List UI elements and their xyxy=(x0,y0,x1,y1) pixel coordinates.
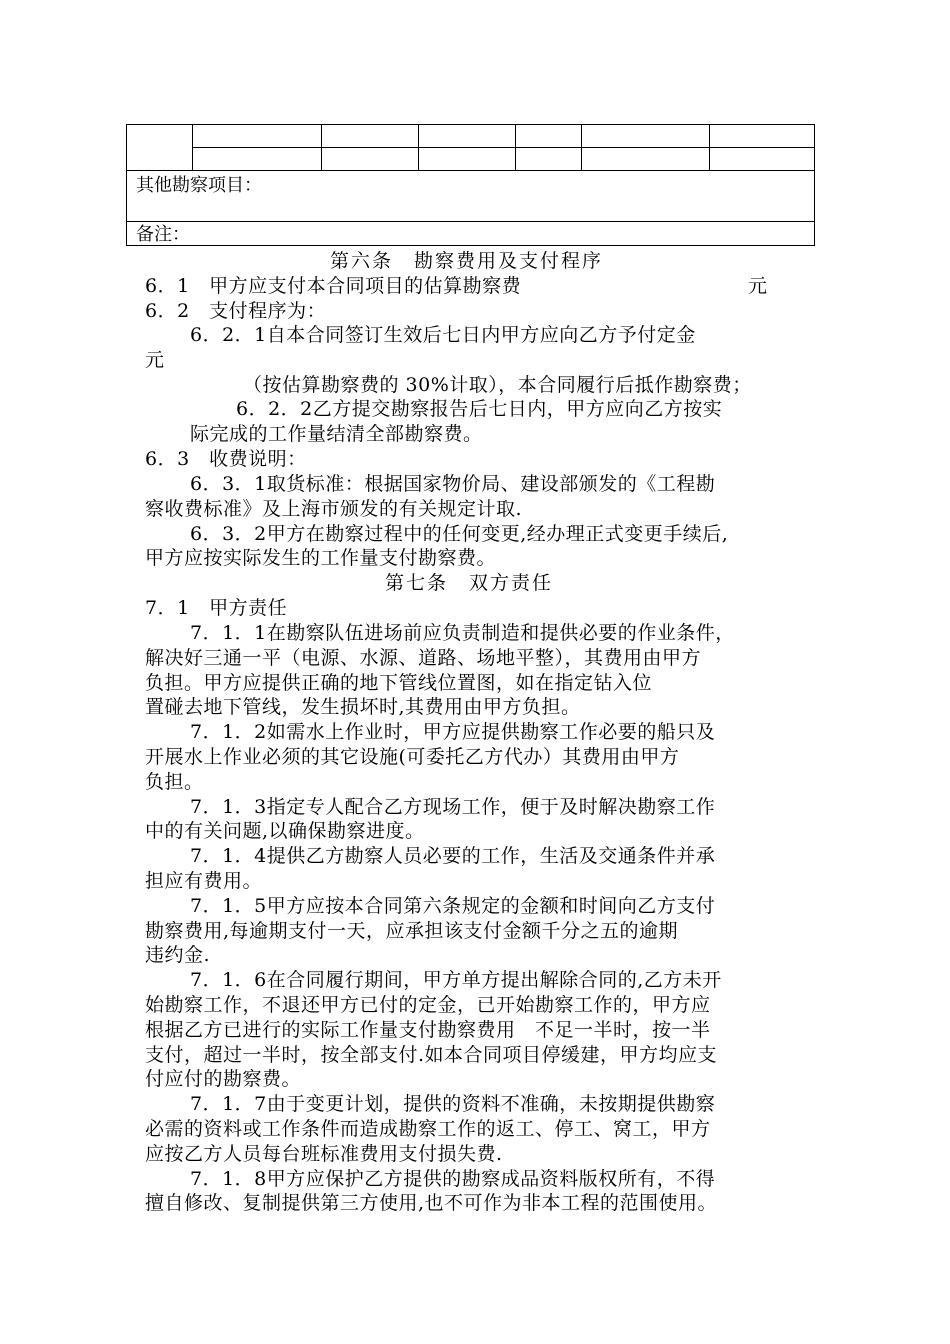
clause-7-1: 7．1 甲方责任 xyxy=(145,597,288,619)
clause-7-1-4-line: 7．1．4提供乙方勘察人员必要的工作，生活及交通条件并承 xyxy=(190,845,716,867)
table-column-divider xyxy=(515,125,516,170)
clause-6-3-2-line2: 甲方应按实际发生的工作量支付勘察费。 xyxy=(145,547,497,569)
survey-items-table xyxy=(126,124,815,246)
clause-7-1-2-line: 7．1．2如需水上作业时，甲方应提供勘察工作必要的船只及 xyxy=(190,721,716,743)
remarks-label: 备注： xyxy=(136,224,190,245)
clause-7-1-4-line: 担应有费用。 xyxy=(145,870,263,892)
article7-title: 第七条 双方责任 xyxy=(385,572,554,594)
clause-7-1-7-line: 必需的资料或工作条件而造成勘察工作的返工、停工、窝工，甲方 xyxy=(145,1118,711,1140)
clause-6-2-1-line2: 元 xyxy=(145,349,165,371)
clause-7-1-3-line: 7．1．3指定专人配合乙方现场工作，便于及时解决勘察工作 xyxy=(190,796,716,818)
table-column-divider xyxy=(321,125,322,170)
clause-6-2-2-line1: 6．2．2乙方提交勘察报告后七日内，甲方应向乙方按实 xyxy=(236,398,723,420)
clause-7-1-5-line: 7．1．5甲方应按本合同第六条规定的金额和时间向乙方支付 xyxy=(190,895,716,917)
clause-7-1-5-line: 违约金. xyxy=(145,944,211,966)
table-row-divider xyxy=(193,147,815,148)
clause-7-1-1-line: 7．1．1在勘察队伍进场前应负责制造和提供必要的作业条件， xyxy=(190,622,735,644)
clause-7-1-6-line: 根据乙方已进行的实际工作量支付勘察费用 不足一半时，按一半 xyxy=(145,1019,711,1041)
clause-7-1-1-line: 解决好三通一平（电源、水源、道路、场地平整），其费用由甲方 xyxy=(145,647,702,669)
clause-7-1-6-line: 始勘察工作，不退还甲方已付的定金，已开始勘察工作的，甲方应 xyxy=(145,994,711,1016)
clause-7-1-6-line: 付应付的勘察费。 xyxy=(145,1068,302,1090)
clause-6-2-1-line3: （按估算勘察费的 30%计取），本合同履行后抵作勘察费； xyxy=(243,374,752,396)
clause-6-1-unit: 元 xyxy=(748,275,768,297)
clause-6-1: 6．1 甲方应支付本合同项目的估算勘察费 xyxy=(145,275,522,297)
clause-6-2: 6．2 支付程序为： xyxy=(145,300,327,322)
table-column-divider xyxy=(418,125,419,170)
clause-7-1-8-line: 擅自修改、复制提供第三方使用,也不可作为非本工程的范围使用。 xyxy=(145,1192,718,1214)
clause-6-3-2-line1: 6．3．2甲方在勘察过程中的任何变更,经办理正式变更手续后, xyxy=(190,523,729,545)
table-row-divider xyxy=(127,170,815,171)
clause-6-2-2-line2: 际完成的工作量结清全部勘察费。 xyxy=(190,423,483,445)
clause-7-1-7-line: 应按乙方人员每台班标准费用支付损失费. xyxy=(145,1143,503,1165)
table-column-divider xyxy=(581,125,582,170)
clause-7-1-6-line: 支付，超过一半时，按全部支付.如本合同项目停缓建，甲方均应支 xyxy=(145,1044,718,1066)
clause-7-1-1-line: 负担。甲方应提供正确的地下管线位置图，如在指定钻入位 xyxy=(145,672,653,694)
clause-7-1-2-line: 负担。 xyxy=(145,771,204,793)
clause-7-1-8-line: 7．1．8甲方应保护乙方提供的勘察成品资料版权所有，不得 xyxy=(190,1168,716,1190)
other-items-label: 其他勘察项目： xyxy=(136,175,262,196)
clause-7-1-3-line: 中的有关问题,以确保勘察进度。 xyxy=(145,820,425,842)
clause-7-1-1-line: 置碰去地下管线，发生损坏时,其费用由甲方负担。 xyxy=(145,696,581,718)
table-row-divider xyxy=(127,221,815,222)
clause-7-1-6-line: 7．1．6在合同履行期间，甲方单方提出解除合同的,乙方未开 xyxy=(190,969,722,991)
table-column-divider xyxy=(709,125,710,170)
clause-6-3-1-line2: 察收费标准》及上海市颁发的有关规定计取. xyxy=(145,498,523,520)
clause-7-1-5-line: 勘察费用,每逾期支付一天，应承担该支付金额千分之五的逾期 xyxy=(145,920,679,942)
clause-7-1-2-line: 开展水上作业必须的其它设施(可委托乙方代办）其费用由甲方 xyxy=(145,746,680,768)
clause-6-2-1-line1: 6．2．1自本合同签订生效后七日内甲方应向乙方予付定金 xyxy=(190,324,696,346)
table-column-divider xyxy=(192,125,193,170)
clause-6-3-1-line1: 6．3．1取货标准：根据国家物价局、建设部颁发的《工程勘 xyxy=(190,473,716,495)
clause-7-1-7-line: 7．1．7由于变更计划，提供的资料不准确，未按期提供勘察 xyxy=(190,1093,716,1115)
article6-title: 第六条 勘察费用及支付程序 xyxy=(330,250,604,272)
clause-6-3: 6．3 收费说明： xyxy=(145,448,307,470)
